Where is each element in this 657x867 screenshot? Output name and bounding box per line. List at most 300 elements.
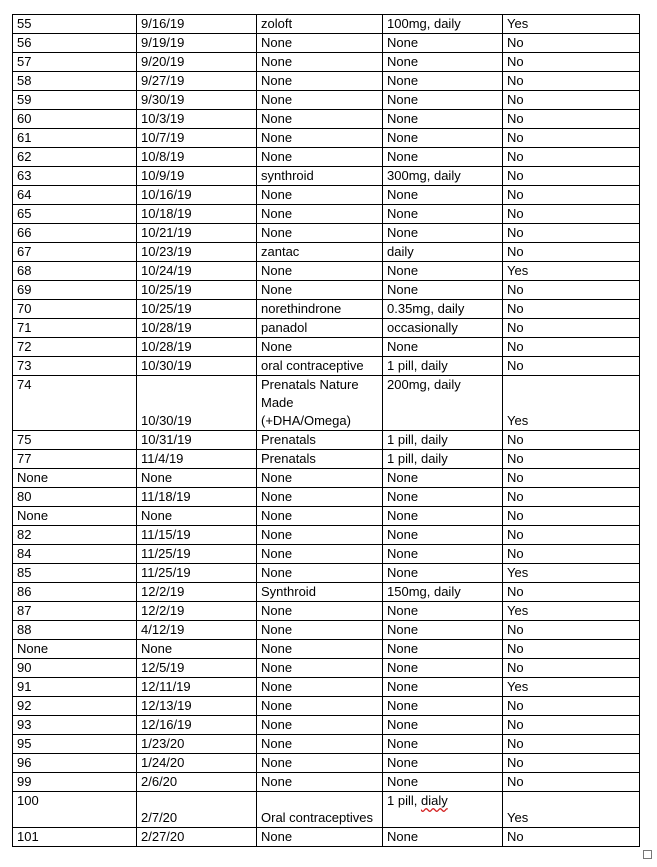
- cell-date: [137, 205, 257, 224]
- cell-medication: [257, 262, 383, 281]
- cell-date: [137, 773, 257, 792]
- cell-date-text: 10/9/19: [141, 168, 185, 183]
- cell-flag: [503, 792, 640, 828]
- cell-record-number: [13, 167, 137, 186]
- cell-medication: [257, 167, 383, 186]
- cell-date: [137, 621, 257, 640]
- cell-flag-text: No: [507, 584, 524, 599]
- cell-date: [137, 224, 257, 243]
- cell-dosage: [383, 129, 503, 148]
- cell-medication: [257, 828, 383, 847]
- cell-medication-text: Synthroid: [261, 584, 316, 599]
- cell-dosage: [383, 300, 503, 319]
- cell-date: [137, 357, 257, 376]
- cell-record-number-text: 95: [17, 736, 32, 751]
- cell-medication: [257, 300, 383, 319]
- cell-record-number: [13, 450, 137, 469]
- cell-date-text: 12/16/19: [141, 717, 192, 732]
- cell-record-number: [13, 773, 137, 792]
- cell-dosage: [383, 602, 503, 621]
- cell-record-number-text: 73: [17, 358, 32, 373]
- cell-dosage: [383, 640, 503, 659]
- cell-record-number-text: 84: [17, 546, 32, 561]
- cell-date: [137, 167, 257, 186]
- cell-medication-text: None: [261, 54, 293, 69]
- cell-dosage-text: 1 pill, daily: [387, 432, 448, 447]
- table-row: [13, 431, 640, 450]
- cell-medication-text: Prenatals: [261, 451, 316, 466]
- cell-dosage-text: None: [387, 603, 419, 618]
- cell-dosage-text: None: [387, 527, 419, 542]
- cell-record-number: [13, 621, 137, 640]
- cell-flag: [503, 357, 640, 376]
- cell-medication: [257, 72, 383, 91]
- cell-record-number-text: 61: [17, 130, 32, 145]
- cell-dosage-text: None: [387, 641, 419, 656]
- cell-date-text: 4/12/19: [141, 622, 185, 637]
- cell-medication-text: None: [261, 622, 293, 637]
- cell-date-text: 10/30/19: [141, 413, 192, 428]
- table-row: [13, 564, 640, 583]
- cell-record-number: [13, 186, 137, 205]
- cell-flag-text: Yes: [507, 603, 529, 618]
- cell-dosage-text: 200mg, daily: [387, 377, 461, 392]
- cell-medication-text: None: [261, 130, 293, 145]
- cell-record-number-text: 92: [17, 698, 32, 713]
- cell-record-number: [13, 110, 137, 129]
- cell-date: [137, 488, 257, 507]
- table-row: [13, 697, 640, 716]
- cell-record-number-text: 96: [17, 755, 32, 770]
- cell-flag: [503, 526, 640, 545]
- cell-flag: [503, 338, 640, 357]
- cell-flag-text: No: [507, 641, 524, 656]
- cell-flag-text: No: [507, 92, 524, 107]
- cell-flag: [503, 697, 640, 716]
- cell-flag: [503, 205, 640, 224]
- cell-dosage: [383, 431, 503, 450]
- table-row: [13, 469, 640, 488]
- cell-date-text: 12/2/19: [141, 584, 185, 599]
- cell-dosage-text: None: [387, 622, 419, 637]
- cell-dosage: [383, 243, 503, 262]
- cell-record-number-text: 80: [17, 489, 32, 504]
- cell-medication-text: Prenatals: [261, 432, 316, 447]
- cell-dosage-text: None: [387, 282, 419, 297]
- cell-flag: [503, 167, 640, 186]
- cell-dosage-text: 1 pill, dialy: [387, 793, 448, 808]
- cell-medication: [257, 583, 383, 602]
- cell-medication-text: None: [261, 829, 293, 844]
- cell-record-number: [13, 357, 137, 376]
- table-row: [13, 167, 640, 186]
- table-row: [13, 488, 640, 507]
- cell-date: [137, 376, 257, 431]
- cell-record-number-text: 88: [17, 622, 32, 637]
- cell-medication-text: None: [261, 489, 293, 504]
- cell-record-number-text: 101: [17, 829, 39, 844]
- cell-medication: [257, 319, 383, 338]
- cell-flag: [503, 91, 640, 110]
- cell-date-text: 9/30/19: [141, 92, 185, 107]
- cell-dosage-text: occasionally: [387, 320, 458, 335]
- cell-date: [137, 602, 257, 621]
- cell-flag: [503, 735, 640, 754]
- cell-dosage-text: None: [387, 339, 419, 354]
- cell-date: [137, 545, 257, 564]
- cell-record-number-text: 82: [17, 527, 32, 542]
- cell-flag: [503, 564, 640, 583]
- resize-handle[interactable]: [643, 850, 652, 859]
- cell-medication: [257, 545, 383, 564]
- cell-flag-text: No: [507, 470, 524, 485]
- cell-dosage: [383, 167, 503, 186]
- cell-flag-text: Yes: [507, 263, 529, 278]
- cell-flag-text: No: [507, 244, 524, 259]
- cell-record-number: [13, 583, 137, 602]
- cell-date: [137, 53, 257, 72]
- table-row: [13, 583, 640, 602]
- cell-date-text: 9/27/19: [141, 73, 185, 88]
- cell-date: [137, 243, 257, 262]
- cell-date-text: 10/18/19: [141, 206, 192, 221]
- cell-record-number-text: 86: [17, 584, 32, 599]
- cell-medication: [257, 640, 383, 659]
- cell-medication: [257, 53, 383, 72]
- cell-flag: [503, 186, 640, 205]
- cell-flag-text: No: [507, 774, 524, 789]
- cell-record-number-text: 91: [17, 679, 32, 694]
- cell-flag: [503, 53, 640, 72]
- table-row: [13, 91, 640, 110]
- cell-medication-text: zoloft: [261, 16, 293, 31]
- cell-date: [137, 792, 257, 828]
- cell-medication: [257, 754, 383, 773]
- cell-dosage-text: None: [387, 54, 419, 69]
- cell-flag-text: Yes: [507, 16, 529, 31]
- cell-medication: [257, 526, 383, 545]
- cell-record-number: [13, 431, 137, 450]
- table-row: [13, 545, 640, 564]
- cell-record-number-text: 99: [17, 774, 32, 789]
- cell-dosage-text: None: [387, 829, 419, 844]
- cell-date-text: 9/16/19: [141, 16, 185, 31]
- cell-flag: [503, 450, 640, 469]
- cell-dosage-text: None: [387, 206, 419, 221]
- cell-flag-text: No: [507, 736, 524, 751]
- cell-date-text: 10/28/19: [141, 320, 192, 335]
- cell-flag: [503, 319, 640, 338]
- cell-medication: [257, 507, 383, 526]
- cell-dosage-text: None: [387, 111, 419, 126]
- cell-flag: [503, 583, 640, 602]
- table-row: [13, 640, 640, 659]
- cell-flag: [503, 129, 640, 148]
- cell-date: [137, 72, 257, 91]
- cell-medication: [257, 129, 383, 148]
- cell-medication: [257, 621, 383, 640]
- cell-date-text: None: [141, 641, 173, 656]
- table-row: [13, 319, 640, 338]
- cell-record-number-text: 74: [17, 377, 32, 392]
- cell-flag-text: No: [507, 35, 524, 50]
- cell-dosage: [383, 716, 503, 735]
- cell-medication: [257, 338, 383, 357]
- cell-date: [137, 281, 257, 300]
- cell-record-number: [13, 526, 137, 545]
- cell-date: [137, 828, 257, 847]
- cell-date-text: 10/21/19: [141, 225, 192, 240]
- cell-dosage: [383, 205, 503, 224]
- cell-flag: [503, 716, 640, 735]
- cell-medication-text: None: [261, 565, 293, 580]
- cell-dosage: [383, 621, 503, 640]
- cell-dosage: [383, 34, 503, 53]
- cell-dosage: [383, 526, 503, 545]
- cell-dosage-text: None: [387, 565, 419, 580]
- cell-dosage-text: None: [387, 546, 419, 561]
- cell-dosage: [383, 262, 503, 281]
- cell-date: [137, 91, 257, 110]
- cell-flag: [503, 224, 640, 243]
- cell-dosage: [383, 792, 503, 828]
- cell-record-number-text: 62: [17, 149, 32, 164]
- cell-flag-text: No: [507, 717, 524, 732]
- cell-medication: [257, 735, 383, 754]
- cell-date-text: 10/8/19: [141, 149, 185, 164]
- cell-medication-text: None: [261, 73, 293, 88]
- cell-date-text: 10/28/19: [141, 339, 192, 354]
- table-row: [13, 773, 640, 792]
- cell-dosage-text: None: [387, 679, 419, 694]
- cell-dosage: [383, 583, 503, 602]
- cell-flag: [503, 243, 640, 262]
- cell-dosage-text: None: [387, 225, 419, 240]
- cell-dosage: [383, 186, 503, 205]
- cell-date: [137, 754, 257, 773]
- cell-medication: [257, 110, 383, 129]
- cell-medication: [257, 15, 383, 34]
- cell-medication: [257, 697, 383, 716]
- cell-dosage: [383, 357, 503, 376]
- cell-medication-text: None: [261, 92, 293, 107]
- cell-flag-text: No: [507, 149, 524, 164]
- cell-record-number-text: 66: [17, 225, 32, 240]
- cell-dosage-text: None: [387, 130, 419, 145]
- cell-record-number: [13, 319, 137, 338]
- cell-medication-text: None: [261, 111, 293, 126]
- cell-record-number: [13, 15, 137, 34]
- cell-medication-text: None: [261, 641, 293, 656]
- cell-flag: [503, 488, 640, 507]
- cell-dosage: [383, 469, 503, 488]
- table-body: [13, 15, 640, 847]
- cell-dosage-text: None: [387, 187, 419, 202]
- cell-dosage: [383, 224, 503, 243]
- cell-date: [137, 110, 257, 129]
- cell-flag: [503, 376, 640, 431]
- cell-medication: [257, 281, 383, 300]
- cell-record-number-text: 90: [17, 660, 32, 675]
- cell-record-number: [13, 735, 137, 754]
- cell-dosage: [383, 754, 503, 773]
- cell-medication-text: None: [261, 755, 293, 770]
- cell-flag-text: No: [507, 206, 524, 221]
- cell-dosage-text: daily: [387, 244, 414, 259]
- cell-date-text: 10/31/19: [141, 432, 192, 447]
- cell-date: [137, 15, 257, 34]
- cell-medication: [257, 773, 383, 792]
- cell-dosage: [383, 53, 503, 72]
- cell-flag-text: Yes: [507, 413, 529, 428]
- cell-dosage-text: None: [387, 736, 419, 751]
- table-row: [13, 450, 640, 469]
- cell-record-number: [13, 602, 137, 621]
- cell-medication-text: Oral contraceptives: [261, 810, 373, 825]
- cell-flag: [503, 640, 640, 659]
- cell-dosage: [383, 72, 503, 91]
- cell-dosage-text: None: [387, 717, 419, 732]
- cell-flag: [503, 545, 640, 564]
- cell-flag-text: No: [507, 489, 524, 504]
- table-row: [13, 34, 640, 53]
- cell-flag-text: No: [507, 698, 524, 713]
- table-row: [13, 735, 640, 754]
- spelling-error-mark[interactable]: dialy: [420, 793, 448, 808]
- cell-date-text: None: [141, 470, 173, 485]
- cell-date: [137, 564, 257, 583]
- table-row: [13, 15, 640, 34]
- cell-record-number-text: 65: [17, 206, 32, 221]
- table-row: [13, 828, 640, 847]
- cell-dosage: [383, 678, 503, 697]
- cell-flag-text: No: [507, 339, 524, 354]
- cell-date: [137, 319, 257, 338]
- table-row: [13, 507, 640, 526]
- cell-flag: [503, 659, 640, 678]
- cell-record-number: [13, 148, 137, 167]
- cell-flag-text: No: [507, 546, 524, 561]
- cell-date-text: 2/6/20: [141, 774, 178, 789]
- table-row: [13, 376, 640, 431]
- cell-record-number-text: 63: [17, 168, 32, 183]
- cell-flag-text: No: [507, 168, 524, 183]
- cell-date: [137, 129, 257, 148]
- cell-record-number-text: 56: [17, 35, 32, 50]
- table-row: [13, 338, 640, 357]
- cell-medication-text: None: [261, 339, 293, 354]
- cell-dosage: [383, 148, 503, 167]
- cell-dosage: [383, 338, 503, 357]
- cell-medication: [257, 148, 383, 167]
- cell-flag-text: No: [507, 358, 524, 373]
- cell-flag-text: No: [507, 301, 524, 316]
- cell-record-number-text: None: [17, 470, 49, 485]
- cell-dosage: [383, 110, 503, 129]
- cell-record-number-text: 59: [17, 92, 32, 107]
- cell-date-text: 10/16/19: [141, 187, 192, 202]
- cell-flag-text: No: [507, 755, 524, 770]
- cell-medication-text: None: [261, 660, 293, 675]
- cell-medication: [257, 659, 383, 678]
- cell-dosage: [383, 697, 503, 716]
- cell-medication: [257, 716, 383, 735]
- cell-dosage: [383, 450, 503, 469]
- cell-record-number: [13, 697, 137, 716]
- cell-medication: [257, 243, 383, 262]
- cell-flag: [503, 148, 640, 167]
- cell-date: [137, 469, 257, 488]
- cell-record-number: [13, 34, 137, 53]
- cell-flag-text: No: [507, 451, 524, 466]
- table-row: [13, 148, 640, 167]
- cell-date: [137, 583, 257, 602]
- cell-medication-text: None: [261, 527, 293, 542]
- cell-record-number-text: 100: [17, 793, 39, 808]
- cell-medication-text: oral contraceptive: [261, 358, 364, 373]
- cell-flag: [503, 110, 640, 129]
- cell-record-number-text: 68: [17, 263, 32, 278]
- cell-medication: [257, 357, 383, 376]
- table-row: [13, 281, 640, 300]
- cell-dosage-text: 100mg, daily: [387, 16, 461, 31]
- cell-dosage-text: None: [387, 92, 419, 107]
- cell-date: [137, 697, 257, 716]
- cell-dosage: [383, 488, 503, 507]
- cell-dosage: [383, 735, 503, 754]
- cell-date-text: 12/13/19: [141, 698, 192, 713]
- cell-medication-text: None: [261, 470, 293, 485]
- cell-dosage-text: None: [387, 35, 419, 50]
- table-row: [13, 110, 640, 129]
- cell-dosage-text: None: [387, 755, 419, 770]
- cell-date-text: 10/23/19: [141, 244, 192, 259]
- cell-medication-text: synthroid: [261, 168, 314, 183]
- cell-date-text: 1/24/20: [141, 755, 185, 770]
- cell-record-number-text: 93: [17, 717, 32, 732]
- cell-date-text: 11/25/19: [141, 565, 191, 580]
- cell-date: [137, 34, 257, 53]
- table-row: [13, 129, 640, 148]
- cell-record-number: [13, 129, 137, 148]
- cell-medication: [257, 376, 383, 431]
- cell-record-number: [13, 262, 137, 281]
- cell-date: [137, 507, 257, 526]
- cell-record-number: [13, 488, 137, 507]
- cell-dosage: [383, 281, 503, 300]
- cell-date-text: 11/18/19: [141, 489, 191, 504]
- cell-medication: [257, 186, 383, 205]
- cell-dosage: [383, 564, 503, 583]
- cell-flag-text: No: [507, 432, 524, 447]
- cell-date-text: 10/30/19: [141, 358, 192, 373]
- cell-record-number: [13, 545, 137, 564]
- cell-dosage: [383, 15, 503, 34]
- cell-date-text: 10/3/19: [141, 111, 185, 126]
- cell-dosage: [383, 659, 503, 678]
- cell-dosage-text: None: [387, 698, 419, 713]
- cell-record-number-text: 55: [17, 16, 32, 31]
- cell-medication-text: Prenatals Nature Made (+DHA/Omega): [261, 377, 359, 428]
- cell-flag-text: No: [507, 54, 524, 69]
- cell-date-text: 12/2/19: [141, 603, 185, 618]
- table-row: [13, 357, 640, 376]
- cell-flag-text: No: [507, 622, 524, 637]
- cell-date: [137, 300, 257, 319]
- table-row: [13, 224, 640, 243]
- cell-dosage: [383, 507, 503, 526]
- cell-record-number: [13, 754, 137, 773]
